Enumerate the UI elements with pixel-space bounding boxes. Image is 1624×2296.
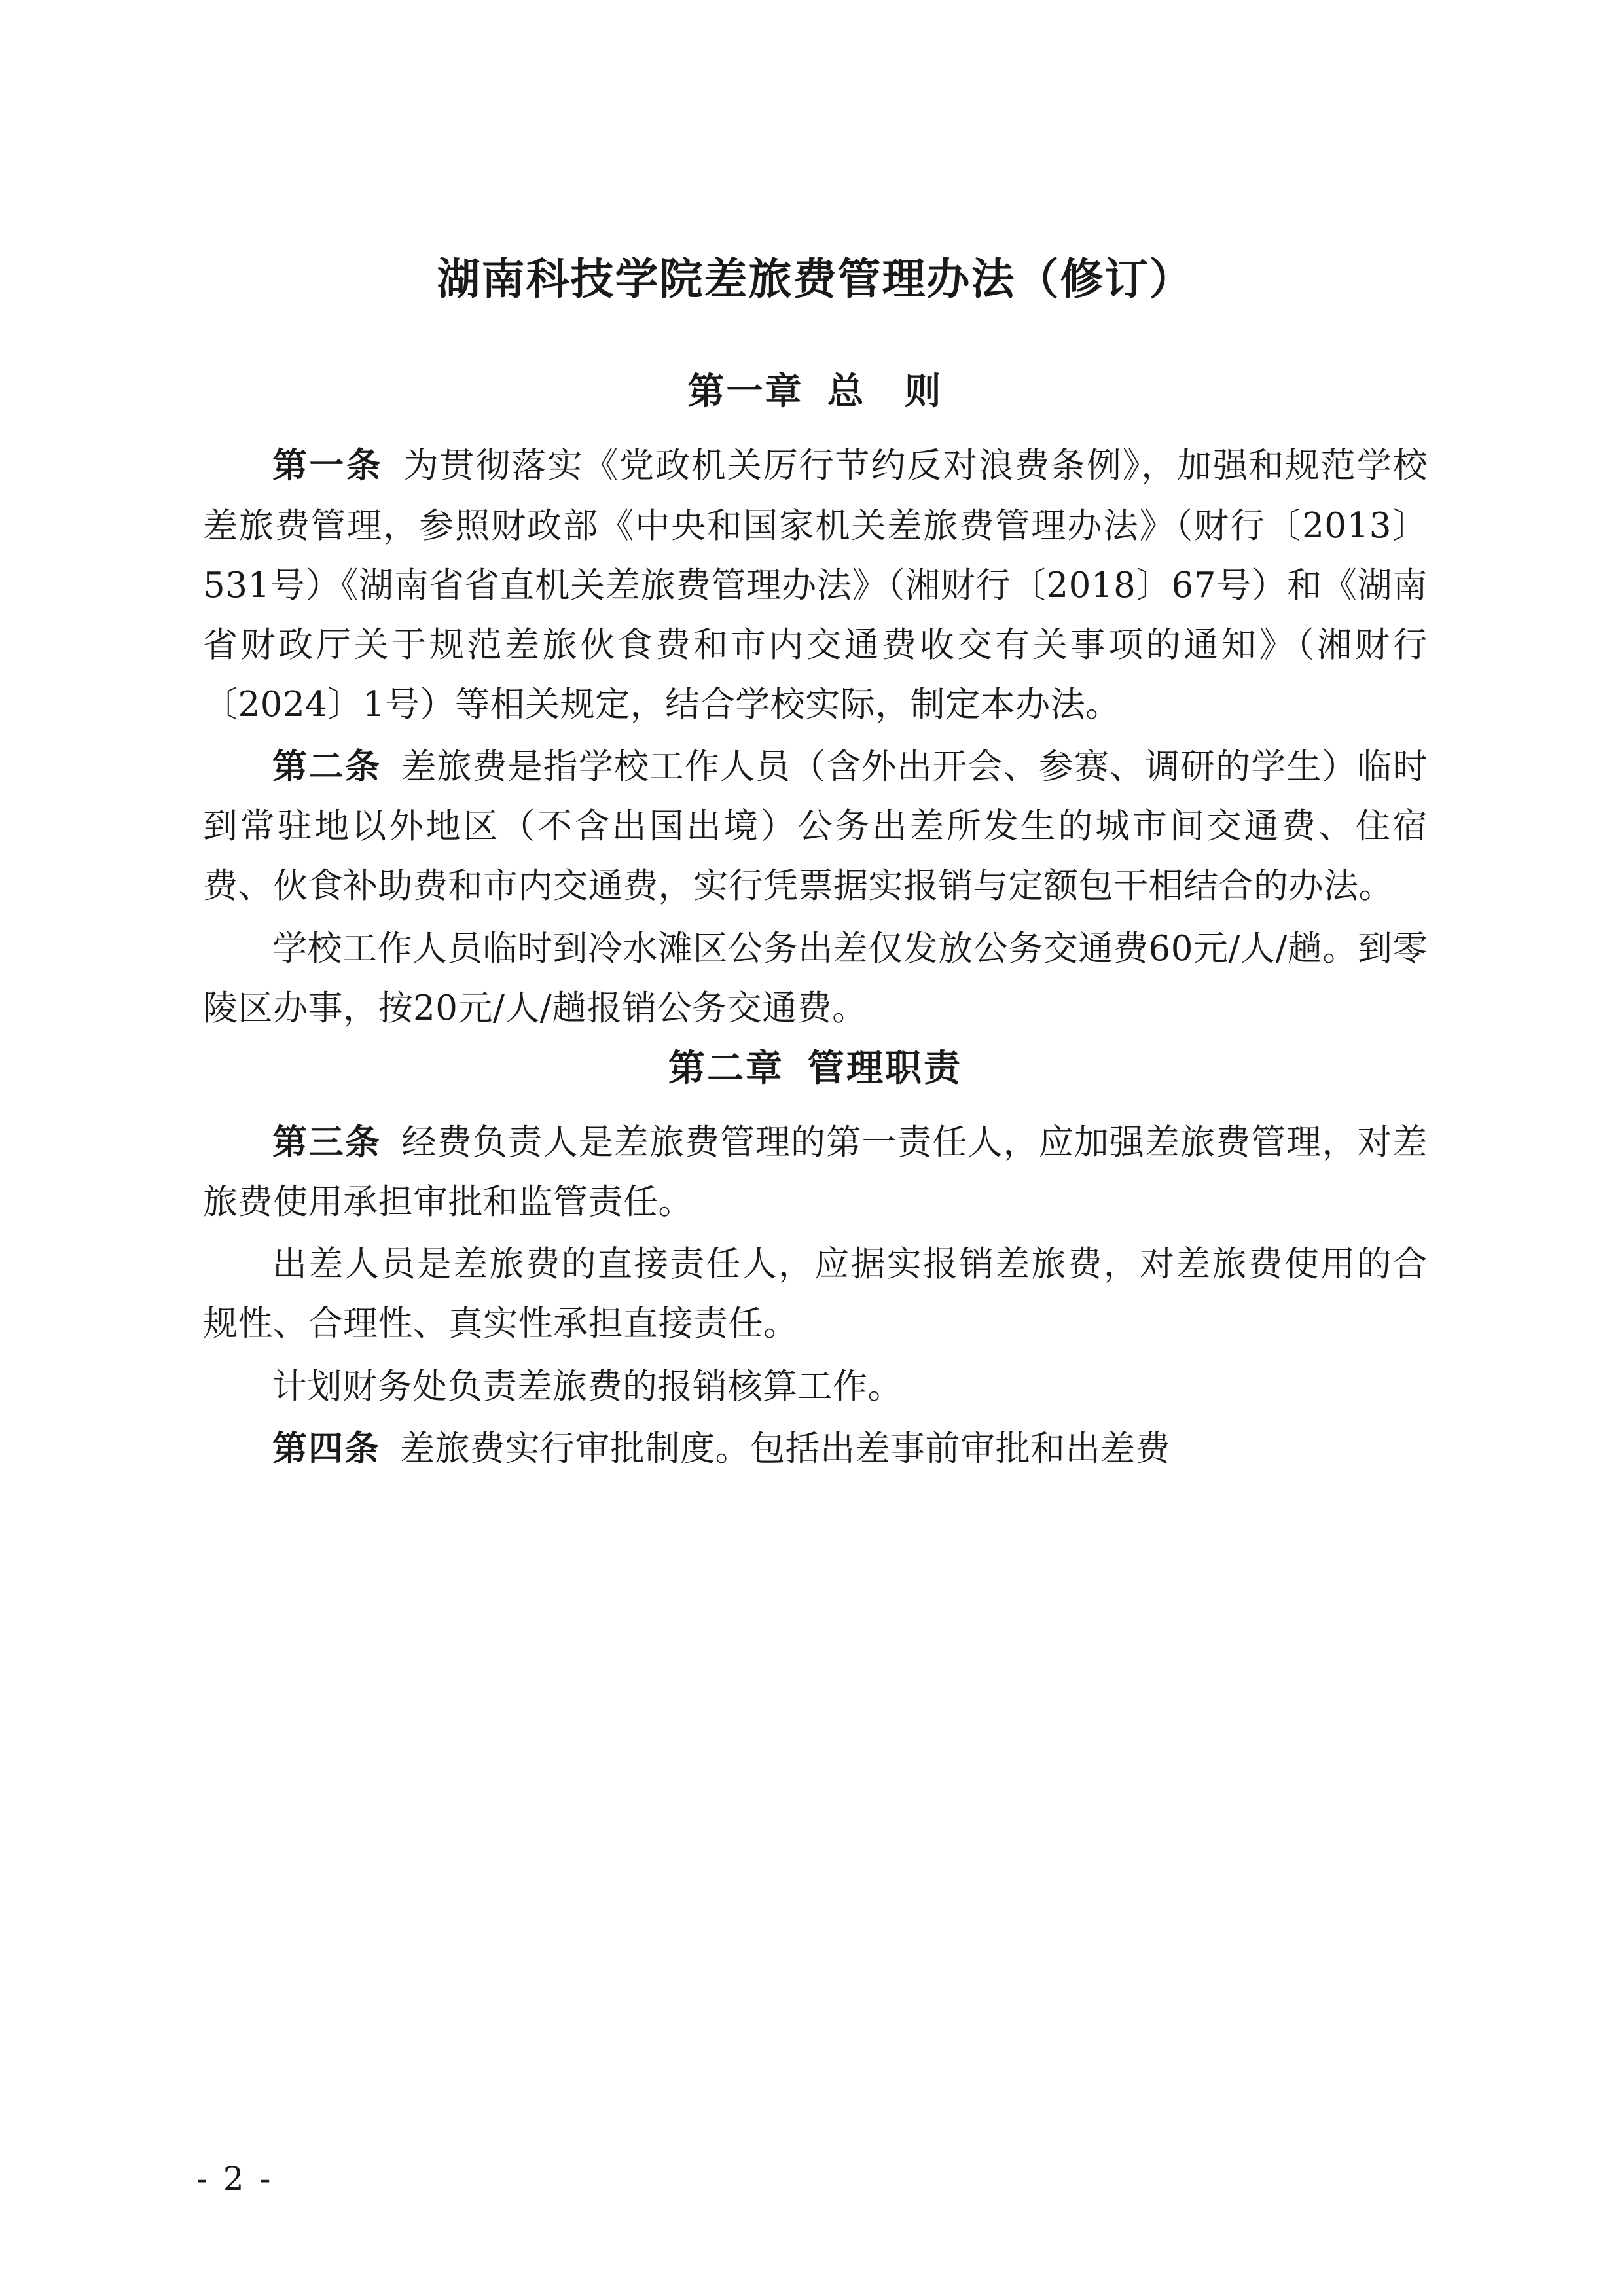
paragraph-article-2-continued [203,919,1428,1038]
article-3-label: 第三条 [272,1121,382,1162]
chapter-heading-2 [203,1041,1428,1096]
article-2-label: 第二条 [272,746,382,787]
chapter-2-title: 管理职责 [808,1046,962,1090]
chapter-heading-1 [203,364,1428,419]
page-title: 湖南科技学院差旅费管理办法（修订） [437,253,1194,304]
paragraph-article-2 [203,737,1428,916]
chapter-1-title: 总 则 [827,370,943,414]
chapter-2-prefix: 第二章 [668,1046,784,1090]
paragraph-article-3-continued [203,1234,1428,1354]
paragraph-article-4 [203,1419,1428,1479]
page-number: - 2 - [196,2160,274,2198]
article-3-text: 经费负责人是差旅费管理的第一责任人，应加强差旅费管理，对差旅费使用承担审批和监管责任。 [203,1122,1428,1223]
paragraph-article-3-finance [203,1357,1428,1416]
paragraph-article-1 [203,436,1428,734]
article-4-label: 第四条 [272,1427,380,1469]
article-3-continued-text: 出差人员是差旅费的直接责任人，应据实报销差旅费，对差旅费使用的合规性、合理性、真实性承担直接责任。 [203,1244,1428,1344]
article-4-text: 差旅费实行审批制度。包括出差事前审批和出差费 [400,1428,1170,1469]
article-3-finance-text: 计划财务处负责差旅费的报销核算工作。 [272,1366,903,1407]
chapter-1-prefix: 第一章 [687,370,804,414]
paragraph-article-3 [203,1113,1428,1232]
article-1-text: 为贯彻落实《党政机关厉行节约反对浪费条例》，加强和规范学校差旅费管理，参照财政部《中央和国家机关差旅费管理办法》（财行〔2013〕531号）《湖南省省直机关差旅费管理办法》（湘财行〔2018〕67号）和《湖南省财政厅关于规范差旅伙食费和市内交通费收交有关事项的通知》（湘财行〔2024〕1号）等相关规定，结合学校实际，制定本办法。 [203,446,1428,725]
article-2-continued-text: 学校工作人员临时到冷水滩区公务出差仅发放公务交通费60元/人/趟。到零陵区办事，按20元/人/趟报销公务交通费。 [203,928,1428,1028]
article-2-text: 差旅费是指学校工作人员（含外出开会、参赛、调研的学生）临时到常驻地以外地区（不含出国出境）公务出差所发生的城市间交通费、住宿费、伙食补助费和市内交通费，实行凭票据实报销与定额包干相结合的办法。 [203,747,1428,906]
article-1-label: 第一条 [272,445,384,486]
